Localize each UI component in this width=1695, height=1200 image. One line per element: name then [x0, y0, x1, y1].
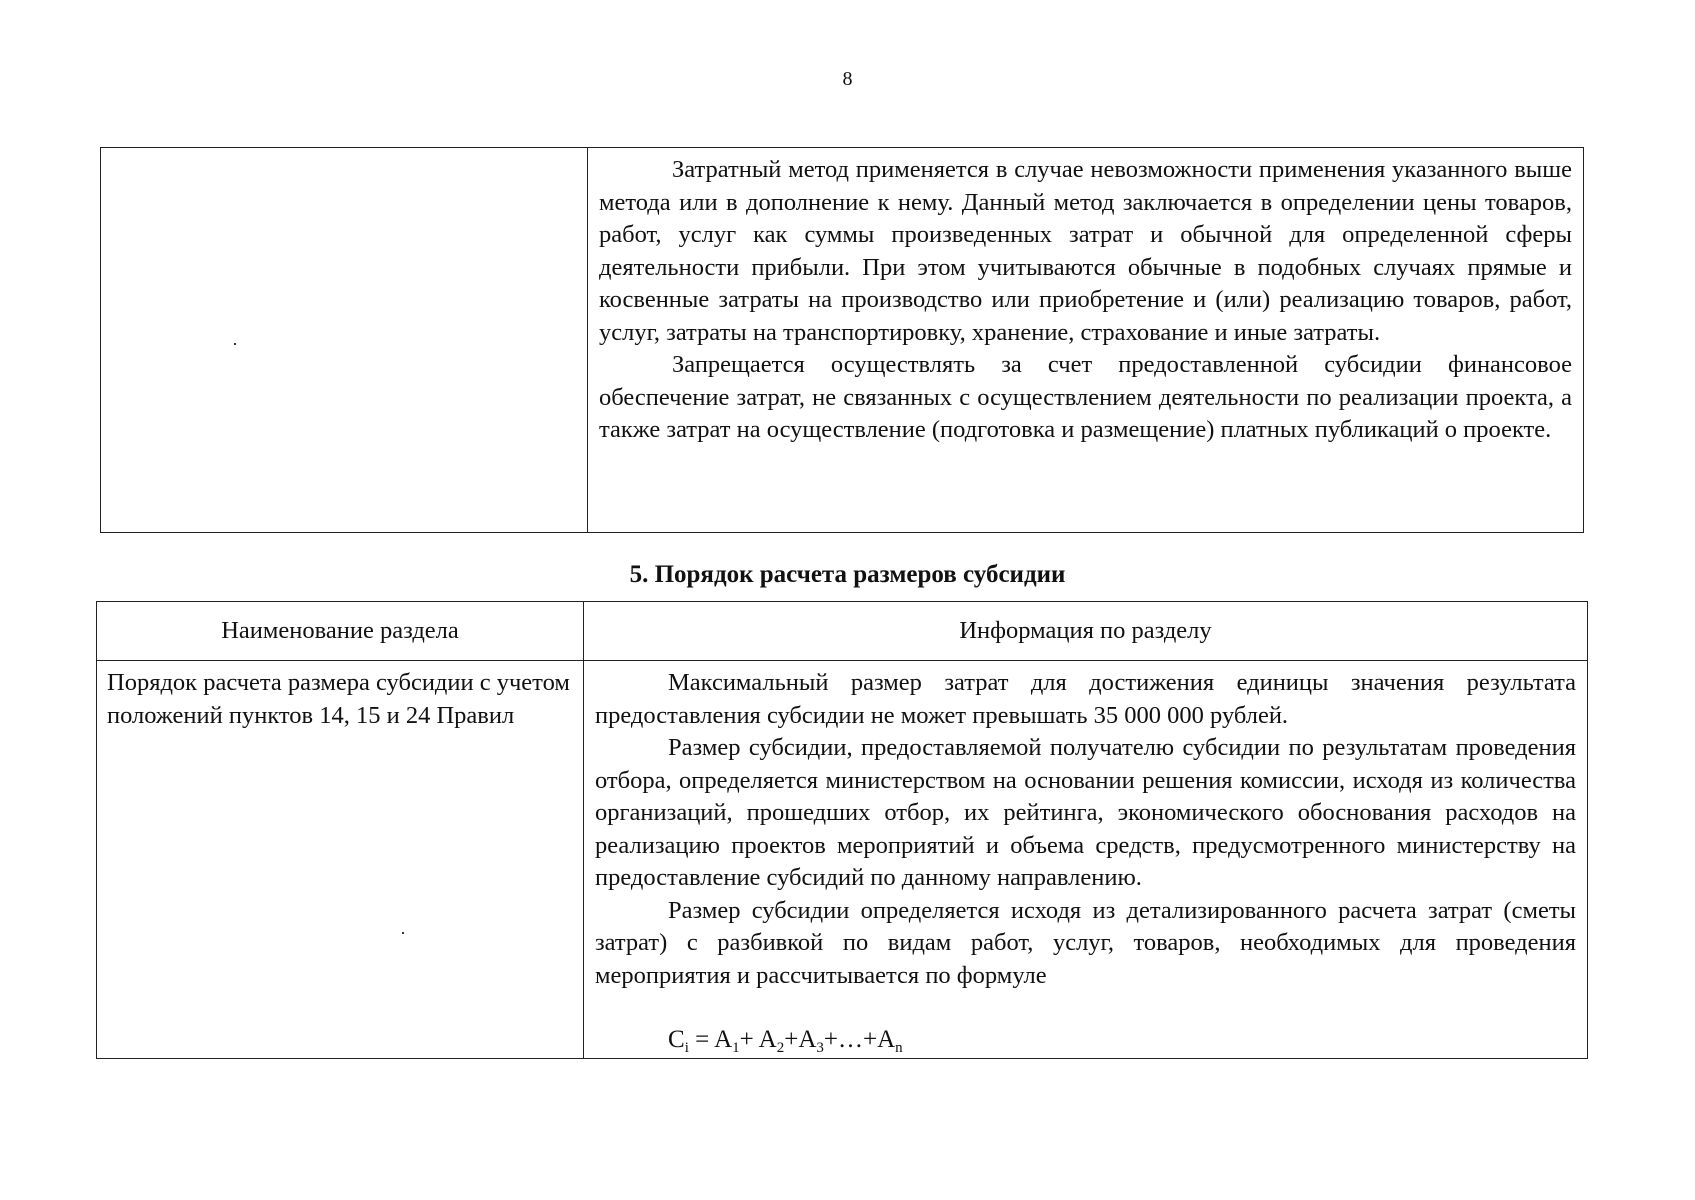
section-info-cell	[584, 661, 1588, 1059]
table-row	[97, 661, 1588, 1059]
section5-table	[96, 601, 1588, 1059]
formula-op: =	[688, 1026, 715, 1053]
formula-term-subscript: n	[895, 1040, 903, 1056]
paragraph-subsidy-size: Размер субсидии, предоставляемой получателю субсидии по результатам проведения отбора, определяется министерством на основании решения комиссии, исходя из количества организаций, прошедших отбор, их рейтинга, экономического обоснования расходов на реализацию проектов мероприятий и объема средств, предусмотренного министерству на предоставление субсидий по данному направлению.	[595, 734, 1576, 891]
formula-term-subscript: 3	[816, 1040, 824, 1056]
section-name-cell	[101, 148, 588, 533]
formula-lhs: C	[668, 1026, 685, 1053]
section-info-cell	[588, 148, 1584, 533]
column-header-name: Наименование раздела	[97, 602, 584, 661]
formula-op: +…+	[823, 1026, 878, 1053]
scan-speck	[234, 343, 236, 345]
formula-term: A	[798, 1026, 817, 1053]
table-row	[101, 148, 1584, 533]
column-header-info: Информация по разделу	[584, 602, 1588, 661]
paragraph-formula-intro: Размер субсидии определяется исходя из детализированного расчета затрат (сметы затрат) с разбивкой по видам работ, услуг, товаров, необходимых для проведения мероприятия и рассчитывается по формуле	[595, 896, 1576, 989]
table-header-row	[97, 602, 1588, 661]
formula-term: A	[714, 1026, 733, 1053]
scan-speck	[402, 932, 404, 934]
section-title: 5. Порядок расчета размеров субсидии	[629, 561, 1066, 588]
formula-op: +	[739, 1026, 759, 1053]
formula-term-subscript: 1	[732, 1040, 740, 1056]
section-name-cell: Порядок расчета размера субсидии с учетом положений пунктов 14, 15 и 24 Правил	[97, 661, 584, 1059]
formula-lhs-subscript: i	[684, 1040, 689, 1056]
page-number: 8	[842, 68, 853, 90]
continuation-table	[100, 147, 1584, 533]
formula-term: A	[758, 1026, 777, 1053]
paragraph-cost-method: Затратный метод применяется в случае невозможности применения указанного выше метода или в дополнение к нему. Данный метод заключается в определении цены товаров, работ, услуг как суммы произведенных затрат и обычной для определенной сферы деятельности прибыли. При этом учитываются обычные в подобных случаях прямые и косвенные затраты на производство или приобретение и (или) реализацию товаров, работ, услуг, затраты на транспортировку, хранение, страхование и иные затраты.	[599, 156, 1572, 346]
formula-term-subscript: 2	[776, 1040, 785, 1056]
formula-op: +	[784, 1026, 799, 1053]
subsidy-formula	[668, 1024, 1576, 1056]
paragraph-prohibition: Запрещается осуществлять за счет предоставленной субсидии финансовое обеспечение затрат, не связанных с осуществлением деятельности по реализации проекта, а также затрат на осуществление (подготовка и размещение) платных публикаций о проекте.	[599, 351, 1572, 443]
formula-term: A	[877, 1026, 896, 1053]
paragraph-max-cost: Максимальный размер затрат для достижения единицы значения результата предоставления субсидии не может превышать 35 000 000 рублей.	[595, 669, 1576, 729]
